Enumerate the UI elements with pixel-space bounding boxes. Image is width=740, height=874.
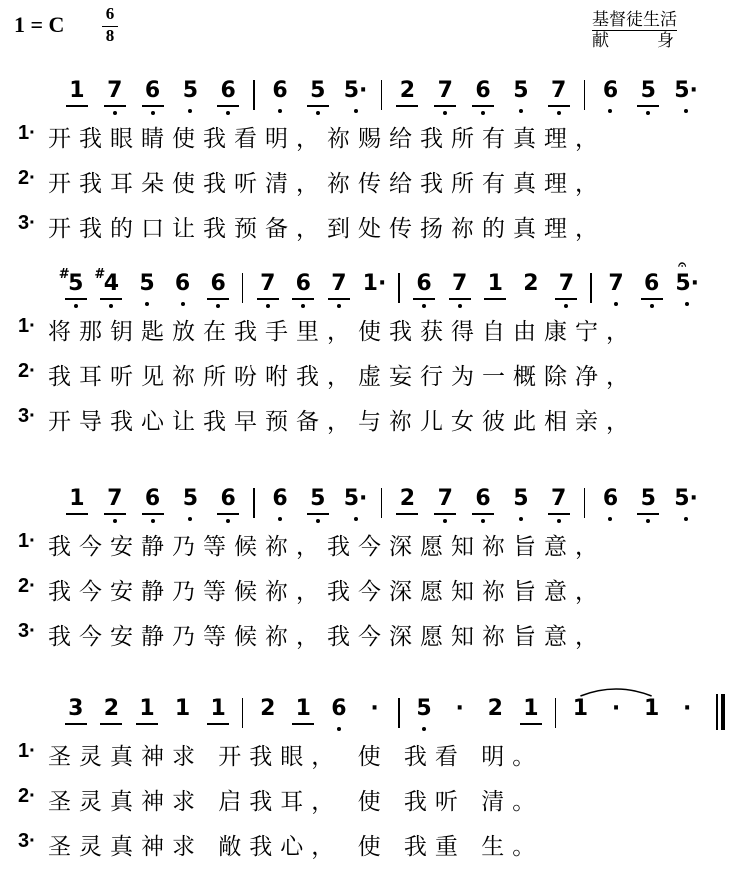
note bbox=[597, 486, 623, 511]
note bbox=[603, 271, 629, 296]
underline-beam bbox=[257, 298, 279, 300]
underline-beam bbox=[292, 723, 314, 725]
note-digit: 7 bbox=[437, 78, 453, 103]
verse-number-text: 1 bbox=[18, 122, 30, 144]
underline-beam bbox=[307, 105, 329, 107]
sharp-icon: # bbox=[94, 267, 106, 282]
note bbox=[470, 78, 496, 103]
low-octave-dot bbox=[458, 304, 462, 308]
verse-number: 2· bbox=[18, 360, 36, 382]
note-digit: 5 bbox=[139, 271, 155, 296]
barline bbox=[398, 273, 400, 303]
barline bbox=[381, 488, 383, 518]
note-digit: 7 bbox=[551, 78, 567, 103]
note-digit: · bbox=[683, 696, 692, 721]
note-digit: 1 bbox=[295, 696, 311, 721]
note-digit: 7 bbox=[551, 486, 567, 511]
note-digit: 5 bbox=[310, 78, 326, 103]
underline-beam bbox=[292, 298, 314, 300]
underline-beam bbox=[104, 105, 126, 107]
barline bbox=[590, 273, 592, 303]
barline bbox=[555, 698, 557, 728]
verse-number: 1· bbox=[18, 530, 36, 552]
verse-number-text: 2 bbox=[18, 575, 30, 597]
note-digit: 5· bbox=[674, 486, 698, 511]
verse-number: 1· bbox=[18, 740, 36, 762]
lyric-line: 我耳听见祢所吩咐我，虚妄行为一概除净， bbox=[48, 364, 637, 390]
note-digit: 5 bbox=[640, 486, 656, 511]
note bbox=[394, 486, 420, 511]
note-digit: 2 bbox=[103, 696, 120, 721]
verse-number: 2· bbox=[18, 785, 36, 807]
lyric-line: 圣灵真神求 敞我心， 使 我重 生。 bbox=[48, 834, 544, 860]
lyric-line: 开我眼睛使我看明，祢赐给我所有真理， bbox=[48, 126, 606, 152]
note-digit: 2 bbox=[487, 696, 503, 721]
note-digit: 7 bbox=[437, 486, 453, 511]
lyric-line: 将那钥匙放在我手里，使我获得自由康宁， bbox=[48, 319, 637, 345]
underline-beam bbox=[637, 105, 659, 107]
note bbox=[177, 78, 203, 103]
underline-beam bbox=[434, 513, 456, 515]
underline-beam bbox=[207, 298, 229, 300]
low-octave-dot bbox=[557, 519, 561, 523]
low-octave-dot bbox=[301, 304, 305, 308]
note bbox=[470, 486, 496, 511]
lyric-line: 我今安静乃等候祢，我今深愿知祢旨意， bbox=[48, 534, 606, 560]
underline-beam bbox=[472, 513, 494, 515]
source-subtitle bbox=[592, 31, 677, 51]
note-digit: 2 bbox=[523, 271, 539, 296]
note-digit: 1 bbox=[139, 696, 155, 721]
note-digit: 6 bbox=[295, 271, 311, 296]
lyric-line: 开我的口让我预备，到处传扬祢的真理， bbox=[48, 216, 606, 242]
low-octave-dot bbox=[278, 109, 282, 113]
note bbox=[305, 486, 331, 511]
note bbox=[58, 267, 89, 296]
note-digit: 4 bbox=[103, 271, 120, 296]
note bbox=[64, 486, 90, 511]
note-digit: · bbox=[455, 696, 464, 721]
low-octave-dot bbox=[646, 519, 650, 523]
note-digit: 5· bbox=[343, 486, 368, 511]
verse-number-text: 2 bbox=[18, 785, 30, 807]
underline-beam bbox=[66, 105, 88, 107]
note-digit: 6 bbox=[144, 486, 161, 511]
underline-beam bbox=[548, 105, 570, 107]
note bbox=[518, 271, 544, 296]
underline-beam bbox=[555, 298, 577, 300]
note-digit: 5 bbox=[513, 78, 529, 103]
note bbox=[546, 486, 572, 511]
underline-beam bbox=[396, 513, 418, 515]
note-digit: 6 bbox=[144, 78, 161, 103]
barline bbox=[381, 80, 383, 110]
low-octave-dot bbox=[316, 519, 320, 523]
low-octave-dot bbox=[646, 111, 650, 115]
note-digit: 1 bbox=[643, 696, 660, 721]
note-digit: 2 bbox=[399, 486, 416, 511]
note bbox=[205, 271, 231, 296]
source-info bbox=[592, 10, 677, 51]
note-digit: 7 bbox=[558, 271, 575, 296]
sharp-icon: # bbox=[58, 267, 70, 282]
lyric-line: 我今安静乃等候祢，我今深愿知祢旨意， bbox=[48, 579, 606, 605]
low-octave-dot bbox=[481, 519, 485, 523]
note bbox=[267, 486, 293, 511]
low-octave-dot bbox=[519, 109, 523, 113]
key-signature: 1 = C bbox=[14, 12, 65, 37]
note-digit: 5 bbox=[513, 486, 529, 511]
low-octave-dot bbox=[685, 302, 689, 306]
low-octave-dot bbox=[422, 304, 426, 308]
note bbox=[343, 486, 369, 511]
low-octave-dot bbox=[226, 519, 230, 523]
low-octave-dot bbox=[564, 304, 568, 308]
source-sub-2: 身 bbox=[657, 31, 674, 51]
note-digit: 2 bbox=[260, 696, 276, 721]
note bbox=[255, 271, 281, 296]
note-digit: 5 bbox=[640, 78, 656, 103]
verse-number: 3· bbox=[18, 405, 36, 427]
underline-beam bbox=[104, 513, 126, 515]
note-digit: 5 bbox=[68, 271, 84, 296]
underline-beam bbox=[641, 298, 663, 300]
note bbox=[170, 271, 196, 296]
lyric-line: 圣灵真神求 开我眼， 使 我看 明。 bbox=[48, 744, 544, 770]
underline-beam bbox=[307, 513, 329, 515]
low-octave-dot bbox=[226, 111, 230, 115]
time-signature-denominator: 8 bbox=[102, 26, 118, 44]
low-octave-dot bbox=[266, 304, 270, 308]
note-digit: 6 bbox=[220, 78, 236, 103]
low-octave-dot bbox=[519, 517, 523, 521]
note-digit: 2 bbox=[399, 78, 416, 103]
note-digit: 7 bbox=[107, 486, 123, 511]
lyric-line: 圣灵真神求 启我耳， 使 我听 清。 bbox=[48, 789, 544, 815]
note-digit: 6 bbox=[272, 78, 288, 103]
note bbox=[326, 271, 352, 296]
low-octave-dot bbox=[337, 304, 341, 308]
low-octave-dot bbox=[216, 304, 220, 308]
note bbox=[267, 78, 293, 103]
verse-number-text: 3 bbox=[18, 830, 30, 852]
verse-number: 2· bbox=[18, 575, 36, 597]
low-octave-dot bbox=[278, 517, 282, 521]
note-digit: 1· bbox=[362, 271, 387, 296]
note bbox=[94, 267, 124, 296]
note-digit: 6 bbox=[475, 78, 491, 103]
underline-beam bbox=[65, 298, 87, 300]
low-octave-dot bbox=[181, 302, 185, 306]
underline-beam bbox=[100, 298, 122, 300]
underline-beam bbox=[217, 105, 239, 107]
verse-number-text: 1 bbox=[18, 315, 30, 337]
low-octave-dot bbox=[557, 111, 561, 115]
note bbox=[215, 486, 241, 511]
verse-number: 1· bbox=[18, 122, 36, 144]
verse-number-text: 2 bbox=[18, 167, 30, 189]
underline-beam bbox=[484, 298, 506, 300]
note bbox=[432, 486, 458, 511]
low-octave-dot bbox=[608, 517, 612, 521]
low-octave-dot bbox=[145, 302, 149, 306]
verse-number-text: 3 bbox=[18, 212, 30, 234]
source-sub-1: 献 bbox=[592, 31, 609, 51]
barline bbox=[253, 488, 255, 518]
underline-beam bbox=[217, 513, 239, 515]
note-digit: 5· bbox=[675, 271, 700, 296]
note bbox=[64, 78, 90, 103]
note-digit: 5· bbox=[674, 78, 698, 103]
note bbox=[140, 78, 166, 103]
note bbox=[635, 486, 661, 511]
note bbox=[343, 78, 369, 103]
underline-beam bbox=[100, 723, 122, 725]
barline bbox=[242, 698, 244, 728]
verse-number-text: 3 bbox=[18, 405, 30, 427]
note-digit: 5 bbox=[182, 78, 198, 103]
low-octave-dot bbox=[151, 111, 155, 115]
note-digit: 6 bbox=[331, 696, 347, 721]
note bbox=[362, 271, 388, 296]
underline-beam bbox=[65, 723, 87, 725]
underline-beam bbox=[396, 105, 418, 107]
note bbox=[508, 486, 534, 511]
final-barline-thin bbox=[716, 694, 718, 730]
note-digit: 7 bbox=[452, 271, 468, 296]
note bbox=[134, 271, 160, 296]
low-octave-dot bbox=[481, 111, 485, 115]
time-signature-numerator: 6 bbox=[105, 4, 115, 23]
note bbox=[639, 271, 665, 296]
note bbox=[635, 78, 661, 103]
low-octave-dot bbox=[614, 302, 618, 306]
barline bbox=[398, 698, 400, 728]
note-digit: 7 bbox=[331, 271, 347, 296]
note bbox=[482, 271, 508, 296]
note-digit: 1 bbox=[572, 696, 589, 721]
low-octave-dot bbox=[113, 519, 117, 523]
barline bbox=[242, 273, 244, 303]
low-octave-dot bbox=[188, 109, 192, 113]
note-digit: 6 bbox=[475, 486, 491, 511]
source-title: 基督徒生活 bbox=[592, 10, 677, 30]
note-digit: 6 bbox=[602, 486, 619, 511]
low-octave-dot bbox=[151, 519, 155, 523]
low-octave-dot bbox=[188, 517, 192, 521]
underline-beam bbox=[142, 105, 164, 107]
note-digit: 7 bbox=[608, 271, 624, 296]
note-digit: 5· bbox=[343, 78, 368, 103]
note-digit: 5 bbox=[310, 486, 326, 511]
note-digit: 7 bbox=[260, 271, 276, 296]
note-digit: 6 bbox=[210, 271, 226, 296]
underline-beam bbox=[328, 298, 350, 300]
note-digit: 6 bbox=[643, 271, 660, 296]
note bbox=[177, 486, 203, 511]
verse-number: 3· bbox=[18, 620, 36, 642]
verse-number-text: 3 bbox=[18, 620, 30, 642]
low-octave-dot bbox=[113, 111, 117, 115]
note bbox=[102, 486, 128, 511]
note-digit: 1 bbox=[69, 486, 85, 511]
note-digit: 6 bbox=[174, 271, 191, 296]
low-octave-dot bbox=[109, 304, 113, 308]
note bbox=[508, 78, 534, 103]
low-octave-dot bbox=[608, 109, 612, 113]
note-digit: 5 bbox=[182, 486, 198, 511]
note bbox=[290, 271, 316, 296]
note bbox=[102, 78, 128, 103]
note-digit: 6 bbox=[272, 486, 288, 511]
note bbox=[553, 271, 579, 296]
barline bbox=[584, 488, 586, 518]
low-octave-dot bbox=[684, 517, 688, 521]
low-octave-dot bbox=[684, 109, 688, 113]
barline bbox=[584, 80, 586, 110]
final-barline-thick bbox=[721, 694, 725, 730]
underline-beam bbox=[413, 298, 435, 300]
underline-beam bbox=[637, 513, 659, 515]
low-octave-dot bbox=[74, 304, 78, 308]
note-digit: 1 bbox=[487, 271, 503, 296]
underline-beam bbox=[449, 298, 471, 300]
low-octave-dot bbox=[422, 727, 426, 731]
note-digit: 6 bbox=[602, 78, 619, 103]
note bbox=[674, 257, 700, 296]
note-digit: 1 bbox=[210, 696, 226, 721]
fermata-icon: 𝄐 bbox=[678, 257, 686, 273]
underline-beam bbox=[66, 513, 88, 515]
note bbox=[546, 78, 572, 103]
tie-arc bbox=[0, 682, 740, 702]
underline-beam bbox=[548, 513, 570, 515]
underline-beam bbox=[136, 723, 158, 725]
note bbox=[673, 486, 699, 511]
verse-number: 3· bbox=[18, 830, 36, 852]
verse-number: 2· bbox=[18, 167, 36, 189]
note bbox=[394, 78, 420, 103]
low-octave-dot bbox=[337, 727, 341, 731]
note bbox=[215, 78, 241, 103]
note bbox=[597, 78, 623, 103]
note-digit: 1 bbox=[523, 696, 539, 721]
note-digit: 7 bbox=[107, 78, 123, 103]
note-digit: 3 bbox=[68, 696, 84, 721]
note bbox=[447, 271, 473, 296]
note-digit: · bbox=[611, 696, 621, 721]
note-digit: 6 bbox=[416, 271, 432, 296]
underline-beam bbox=[472, 105, 494, 107]
underline-beam bbox=[520, 723, 542, 725]
low-octave-dot bbox=[650, 304, 654, 308]
lyric-line: 我今安静乃等候祢，我今深愿知祢旨意， bbox=[48, 624, 606, 650]
note-digit: 1 bbox=[69, 78, 85, 103]
verse-number-text: 1 bbox=[18, 740, 30, 762]
note bbox=[432, 78, 458, 103]
verse-number: 1· bbox=[18, 315, 36, 337]
verse-number-text: 2 bbox=[18, 360, 30, 382]
low-octave-dot bbox=[354, 517, 358, 521]
lyric-line: 开我耳朵使我听清，祢传给我所有真理， bbox=[48, 171, 606, 197]
note-digit: 5 bbox=[416, 696, 432, 721]
lyric-line: 开导我心让我早预备，与祢儿女彼此相亲， bbox=[48, 409, 637, 435]
underline-beam bbox=[434, 105, 456, 107]
note bbox=[411, 271, 437, 296]
note-digit: 6 bbox=[220, 486, 236, 511]
note bbox=[140, 486, 166, 511]
low-octave-dot bbox=[443, 111, 447, 115]
note bbox=[305, 78, 331, 103]
verse-number-text: 1 bbox=[18, 530, 30, 552]
note bbox=[673, 78, 699, 103]
barline bbox=[253, 80, 255, 110]
verse-number: 3· bbox=[18, 212, 36, 234]
low-octave-dot bbox=[316, 111, 320, 115]
note-digit: 1 bbox=[174, 696, 191, 721]
underline-beam bbox=[142, 513, 164, 515]
low-octave-dot bbox=[354, 109, 358, 113]
note-digit: · bbox=[370, 696, 379, 721]
underline-beam bbox=[207, 723, 229, 725]
low-octave-dot bbox=[443, 519, 447, 523]
